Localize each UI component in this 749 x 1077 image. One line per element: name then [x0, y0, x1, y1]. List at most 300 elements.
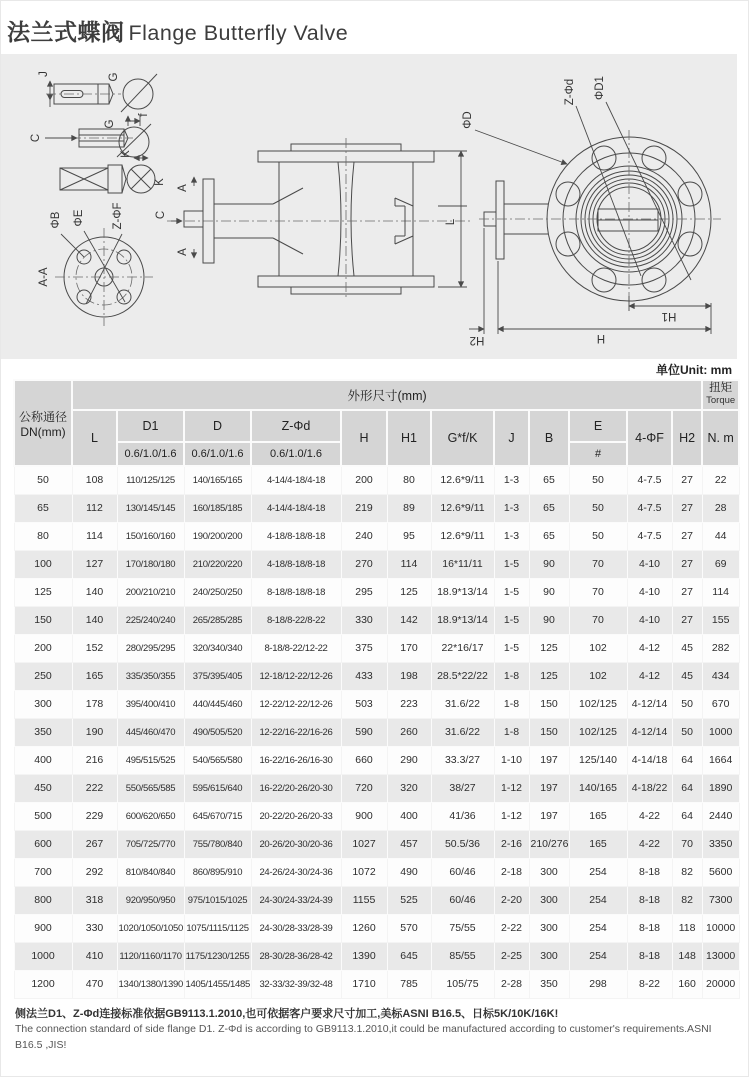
table-cell: 300 [529, 858, 569, 886]
header-col-nm: N. m [702, 410, 739, 466]
table-cell: 645 [387, 942, 431, 970]
table-cell: 45 [672, 634, 702, 662]
header-col-h1: H1 [387, 410, 431, 466]
table-row [14, 662, 739, 690]
dim-label-j: J [38, 71, 50, 77]
table-cell: 70 [569, 550, 627, 578]
spec-table-head [14, 380, 739, 466]
table-cell: 350 [14, 718, 72, 746]
table-cell: 1890 [702, 774, 739, 802]
table-cell: 108 [72, 466, 117, 494]
dim-label-z-phi-f: Z-ΦF [112, 202, 124, 230]
dim-label-f: f [138, 113, 150, 117]
table-cell: 114 [702, 578, 739, 606]
table-cell: 118 [672, 914, 702, 942]
table-cell: 3350 [702, 830, 739, 858]
table-cell: 2-25 [494, 942, 529, 970]
table-row [14, 858, 739, 886]
spec-table-body [14, 466, 739, 998]
table-cell: 8-18/8-18/8-18 [251, 578, 341, 606]
table-cell: 60/46 [431, 886, 494, 914]
table-cell: 4-14/4-18/4-18 [251, 494, 341, 522]
table-cell: 2-22 [494, 914, 529, 942]
table-cell: 140 [72, 578, 117, 606]
header-col-gfk: G*f/K [431, 410, 494, 466]
table-cell: 457 [387, 830, 431, 858]
table-cell: 100 [14, 550, 72, 578]
table-cell: 270 [341, 550, 387, 578]
table-cell: 250 [14, 662, 72, 690]
table-cell: 4-14/4-18/4-18 [251, 466, 341, 494]
table-cell: 160/185/185 [184, 494, 251, 522]
table-row [14, 746, 739, 774]
table-cell: 24-30/24-33/24-39 [251, 886, 341, 914]
table-cell: 155 [702, 606, 739, 634]
table-cell: 1-5 [494, 606, 529, 634]
table-row [14, 830, 739, 858]
table-cell: 1200 [14, 970, 72, 998]
dim-label-a-bottom: A [177, 248, 189, 256]
table-cell: 170 [387, 634, 431, 662]
table-cell: 1-3 [494, 522, 529, 550]
table-cell: 90 [529, 550, 569, 578]
dim-label-phi-b: ΦB [50, 211, 62, 229]
table-cell: 1-3 [494, 466, 529, 494]
table-cell: 50 [569, 522, 627, 550]
table-cell: 170/180/180 [117, 550, 184, 578]
table-cell: 150 [529, 718, 569, 746]
page-header [1, 1, 748, 54]
header-col-b: B [529, 410, 569, 466]
table-cell: 4-12 [627, 662, 672, 690]
shaft-section-k [120, 150, 166, 193]
table-cell: 4-12/14 [627, 718, 672, 746]
table-cell: 8-18/8-22/8-22 [251, 606, 341, 634]
table-cell: 64 [672, 774, 702, 802]
table-cell: 50 [672, 718, 702, 746]
table-cell: 12.6*9/11 [431, 522, 494, 550]
table-cell: 395/400/410 [117, 690, 184, 718]
table-cell: 240 [341, 522, 387, 550]
table-cell: 102/125 [569, 690, 627, 718]
table-cell: 70 [569, 606, 627, 634]
table-cell: 318 [72, 886, 117, 914]
table-cell: 470 [72, 970, 117, 998]
section-aa-view [38, 202, 153, 326]
table-cell: 254 [569, 942, 627, 970]
table-cell: 900 [14, 914, 72, 942]
table-cell: 254 [569, 858, 627, 886]
table-cell: 4-18/8-18/8-18 [251, 550, 341, 578]
table-cell: 1-10 [494, 746, 529, 774]
table-cell: 1-12 [494, 802, 529, 830]
table-cell: 140/165 [569, 774, 627, 802]
table-cell: 64 [672, 746, 702, 774]
dim-label-a-top: A [177, 184, 189, 192]
table-cell: 22*16/17 [431, 634, 494, 662]
table-cell: 550/565/585 [117, 774, 184, 802]
table-cell: 595/615/640 [184, 774, 251, 802]
table-cell: 1390 [341, 942, 387, 970]
table-cell: 450 [14, 774, 72, 802]
table-cell: 1000 [702, 718, 739, 746]
table-row [14, 942, 739, 970]
table-cell: 1-5 [494, 634, 529, 662]
header-col-4f: 4-ΦF [627, 410, 672, 466]
table-cell: 12.6*9/11 [431, 466, 494, 494]
table-cell: 60/46 [431, 858, 494, 886]
header-sub-d: 0.6/1.0/1.6 [184, 442, 251, 466]
table-cell: 114 [72, 522, 117, 550]
table-row [14, 606, 739, 634]
table-cell: 190 [72, 718, 117, 746]
table-cell: 330 [341, 606, 387, 634]
table-cell: 178 [72, 690, 117, 718]
header-dn-zh: 公称通径 [18, 409, 67, 424]
table-cell: 1-8 [494, 718, 529, 746]
page-title [7, 14, 748, 47]
table-cell: 105/75 [431, 970, 494, 998]
table-cell: 165 [72, 662, 117, 690]
table-cell: 197 [529, 774, 569, 802]
spec-table [13, 379, 740, 999]
table-cell: 600/620/650 [117, 802, 184, 830]
table-row [14, 578, 739, 606]
table-cell: 375 [341, 634, 387, 662]
table-row [14, 494, 739, 522]
table-cell: 720 [341, 774, 387, 802]
valve-body-view [155, 138, 473, 300]
table-cell: 1405/1455/1485 [184, 970, 251, 998]
table-cell: 1-5 [494, 550, 529, 578]
table-cell: 240/250/250 [184, 578, 251, 606]
table-cell: 197 [529, 746, 569, 774]
table-cell: 102/125 [569, 718, 627, 746]
table-cell: 31.6/22 [431, 718, 494, 746]
table-cell: 160 [672, 970, 702, 998]
table-cell: 300 [529, 942, 569, 970]
unit-row [1, 359, 748, 379]
table-cell: 13000 [702, 942, 739, 970]
table-cell: 89 [387, 494, 431, 522]
table-cell: 400 [387, 802, 431, 830]
header-torque-zh: 扭矩 [709, 382, 733, 395]
table-cell: 90 [529, 578, 569, 606]
table-cell: 300 [529, 886, 569, 914]
table-cell: 223 [387, 690, 431, 718]
footnote-en: The connection standard of side flange D1. Z-Φd is according to GB9113.1.2010,it could be manufactured according to customer's requirements.ASNI B16.5 ,JIS! [15, 1023, 712, 1051]
table-cell: 8-18 [627, 914, 672, 942]
table-cell: 82 [672, 858, 702, 886]
table-cell: 27 [672, 578, 702, 606]
table-cell: 2-20 [494, 886, 529, 914]
table-cell: 350 [529, 970, 569, 998]
table-cell: 33.3/27 [431, 746, 494, 774]
dim-label-h1: H1 [661, 310, 677, 322]
table-cell: 65 [529, 522, 569, 550]
table-cell: 298 [569, 970, 627, 998]
dim-label-h: H [596, 332, 606, 344]
table-cell: 102 [569, 634, 627, 662]
header-col-e: E [569, 410, 627, 442]
table-cell: 50.5/36 [431, 830, 494, 858]
table-row [14, 550, 739, 578]
page-title-en: Flange Butterfly Valve [128, 21, 349, 45]
table-cell: 503 [341, 690, 387, 718]
table-cell: 4-7.5 [627, 466, 672, 494]
table-cell: 4-7.5 [627, 494, 672, 522]
table-cell: 525 [387, 886, 431, 914]
table-cell: 1175/1230/1255 [184, 942, 251, 970]
table-cell: 140 [72, 606, 117, 634]
table-cell: 590 [341, 718, 387, 746]
table-cell: 254 [569, 886, 627, 914]
table-cell: 28 [702, 494, 739, 522]
table-row [14, 634, 739, 662]
table-cell: 785 [387, 970, 431, 998]
table-cell: 38/27 [431, 774, 494, 802]
table-cell: 4-22 [627, 802, 672, 830]
table-cell: 320/340/340 [184, 634, 251, 662]
table-cell: 445/460/470 [117, 718, 184, 746]
table-cell: 670 [702, 690, 739, 718]
table-cell: 433 [341, 662, 387, 690]
flange-end-view [462, 76, 721, 346]
table-cell: 490 [387, 858, 431, 886]
table-cell: 2-16 [494, 830, 529, 858]
header-dimensions-group: 外形尺寸(mm) [72, 380, 702, 410]
unit-label: 单位Unit: mm [656, 363, 732, 377]
table-cell: 5600 [702, 858, 739, 886]
table-cell: 254 [569, 914, 627, 942]
table-cell: 22 [702, 466, 739, 494]
dim-label-l: L [445, 218, 457, 226]
table-row [14, 886, 739, 914]
table-cell: 320 [387, 774, 431, 802]
table-cell: 65 [529, 466, 569, 494]
table-cell: 2-28 [494, 970, 529, 998]
table-cell: 190/200/200 [184, 522, 251, 550]
table-cell: 85/55 [431, 942, 494, 970]
dim-label-phi-d: ΦD [462, 111, 474, 129]
table-cell: 570 [387, 914, 431, 942]
table-cell: 4-14/18 [627, 746, 672, 774]
table-cell: 16*11/11 [431, 550, 494, 578]
header-col-d1: D1 [117, 410, 184, 442]
valve-drawing-svg [1, 54, 739, 359]
table-row [14, 774, 739, 802]
table-cell: 16-22/16-26/16-30 [251, 746, 341, 774]
dim-label-c: C [30, 133, 42, 143]
table-cell: 125 [529, 634, 569, 662]
table-cell: 200 [341, 466, 387, 494]
table-cell: 410 [72, 942, 117, 970]
table-cell: 335/350/355 [117, 662, 184, 690]
table-cell: 24-26/24-30/24-36 [251, 858, 341, 886]
table-cell: 1-8 [494, 690, 529, 718]
table-cell: 4-22 [627, 830, 672, 858]
table-cell: 4-18/8-18/8-18 [251, 522, 341, 550]
table-cell: 219 [341, 494, 387, 522]
table-cell: 27 [672, 522, 702, 550]
table-cell: 142 [387, 606, 431, 634]
shaft-section-g1 [108, 72, 157, 112]
header-sub-zd: 0.6/1.0/1.6 [251, 442, 341, 466]
table-cell: 292 [72, 858, 117, 886]
table-cell: 1664 [702, 746, 739, 774]
table-cell: 27 [672, 494, 702, 522]
table-cell: 41/36 [431, 802, 494, 830]
table-cell: 2-18 [494, 858, 529, 886]
table-cell: 1-8 [494, 662, 529, 690]
header-col-h: H [341, 410, 387, 466]
table-cell: 260 [387, 718, 431, 746]
table-cell: 27 [672, 606, 702, 634]
table-cell: 540/565/580 [184, 746, 251, 774]
table-cell: 125 [387, 578, 431, 606]
table-cell: 150 [14, 606, 72, 634]
table-cell: 1075/1115/1125 [184, 914, 251, 942]
table-cell: 140/165/165 [184, 466, 251, 494]
technical-drawings [1, 54, 737, 359]
table-cell: 12-22/16-22/16-26 [251, 718, 341, 746]
header-col-h2: H2 [672, 410, 702, 466]
table-cell: 200 [14, 634, 72, 662]
table-cell: 18.9*13/14 [431, 606, 494, 634]
table-cell: 127 [72, 550, 117, 578]
header-dn [14, 380, 72, 466]
table-cell: 20-22/20-26/20-33 [251, 802, 341, 830]
table-cell: 4-12 [627, 634, 672, 662]
table-cell: 265/285/285 [184, 606, 251, 634]
header-sub-d1: 0.6/1.0/1.6 [117, 442, 184, 466]
shaft-detail-square [60, 165, 126, 193]
table-cell: 1000 [14, 942, 72, 970]
table-cell: 400 [14, 746, 72, 774]
header-dn-en: DN(mm) [20, 424, 66, 439]
table-cell: 20-26/20-30/20-36 [251, 830, 341, 858]
table-cell: 8-18/8-22/12-22 [251, 634, 341, 662]
table-cell: 1260 [341, 914, 387, 942]
table-cell: 290 [387, 746, 431, 774]
table-cell: 1155 [341, 886, 387, 914]
table-cell: 755/780/840 [184, 830, 251, 858]
table-cell: 1340/1380/1390 [117, 970, 184, 998]
table-cell: 28.5*22/22 [431, 662, 494, 690]
table-cell: 920/950/950 [117, 886, 184, 914]
table-cell: 375/395/405 [184, 662, 251, 690]
footnote [15, 1006, 734, 1054]
table-cell: 495/515/525 [117, 746, 184, 774]
table-cell: 69 [702, 550, 739, 578]
table-cell: 860/895/910 [184, 858, 251, 886]
table-cell: 300 [529, 914, 569, 942]
table-cell: 198 [387, 662, 431, 690]
table-cell: 20000 [702, 970, 739, 998]
dim-label-g: G [108, 72, 120, 82]
table-cell: 80 [14, 522, 72, 550]
table-cell: 440/445/460 [184, 690, 251, 718]
table-cell: 4-10 [627, 578, 672, 606]
table-cell: 64 [672, 802, 702, 830]
table-cell: 32-33/32-39/32-48 [251, 970, 341, 998]
table-cell: 70 [569, 578, 627, 606]
table-cell: 295 [341, 578, 387, 606]
table-cell: 24-30/28-33/28-39 [251, 914, 341, 942]
table-cell: 80 [387, 466, 431, 494]
table-row [14, 802, 739, 830]
table-cell: 165 [569, 830, 627, 858]
header-col-d: D [184, 410, 251, 442]
header-sub-e: # [569, 442, 627, 466]
table-cell: 18.9*13/14 [431, 578, 494, 606]
table-cell: 50 [569, 466, 627, 494]
table-cell: 110/125/125 [117, 466, 184, 494]
table-cell: 225/240/240 [117, 606, 184, 634]
shaft-detail-flat [30, 129, 133, 147]
table-row [14, 718, 739, 746]
table-cell: 114 [387, 550, 431, 578]
table-cell: 165 [569, 802, 627, 830]
header-torque [702, 380, 739, 410]
table-cell: 65 [529, 494, 569, 522]
table-cell: 1120/1160/1170 [117, 942, 184, 970]
table-cell: 8-18 [627, 886, 672, 914]
table-cell: 148 [672, 942, 702, 970]
dim-label-c-stem: C [155, 210, 167, 220]
table-cell: 4-10 [627, 606, 672, 634]
header-col-j: J [494, 410, 529, 466]
table-cell: 600 [14, 830, 72, 858]
header-col-zd: Z-Φd [251, 410, 341, 442]
dim-label-g2: G [104, 119, 116, 129]
table-cell: 210/220/220 [184, 550, 251, 578]
table-cell: 65 [14, 494, 72, 522]
table-cell: 1-5 [494, 578, 529, 606]
table-cell: 300 [14, 690, 72, 718]
dim-label-z-phi-d: Z-Φd [564, 78, 576, 106]
table-cell: 70 [672, 830, 702, 858]
table-cell: 197 [529, 802, 569, 830]
table-cell: 1027 [341, 830, 387, 858]
table-cell: 2440 [702, 802, 739, 830]
table-cell: 50 [14, 466, 72, 494]
table-cell: 16-22/20-26/20-30 [251, 774, 341, 802]
table-cell: 90 [529, 606, 569, 634]
table-cell: 1710 [341, 970, 387, 998]
table-cell: 810/840/840 [117, 858, 184, 886]
table-cell: 45 [672, 662, 702, 690]
table-cell: 8-18 [627, 858, 672, 886]
table-cell: 800 [14, 886, 72, 914]
table-row [14, 970, 739, 998]
table-cell: 216 [72, 746, 117, 774]
table-cell: 282 [702, 634, 739, 662]
table-cell: 12-18/12-22/12-26 [251, 662, 341, 690]
table-cell: 150 [529, 690, 569, 718]
table-cell: 10000 [702, 914, 739, 942]
table-cell: 44 [702, 522, 739, 550]
table-cell: 4-12/14 [627, 690, 672, 718]
table-cell: 1-12 [494, 774, 529, 802]
table-row [14, 914, 739, 942]
table-cell: 210/276 [529, 830, 569, 858]
table-cell: 130/145/145 [117, 494, 184, 522]
dim-label-k-top: K [120, 150, 132, 158]
header-torque-en: Torque [706, 395, 736, 407]
table-cell: 280/295/295 [117, 634, 184, 662]
table-row [14, 522, 739, 550]
